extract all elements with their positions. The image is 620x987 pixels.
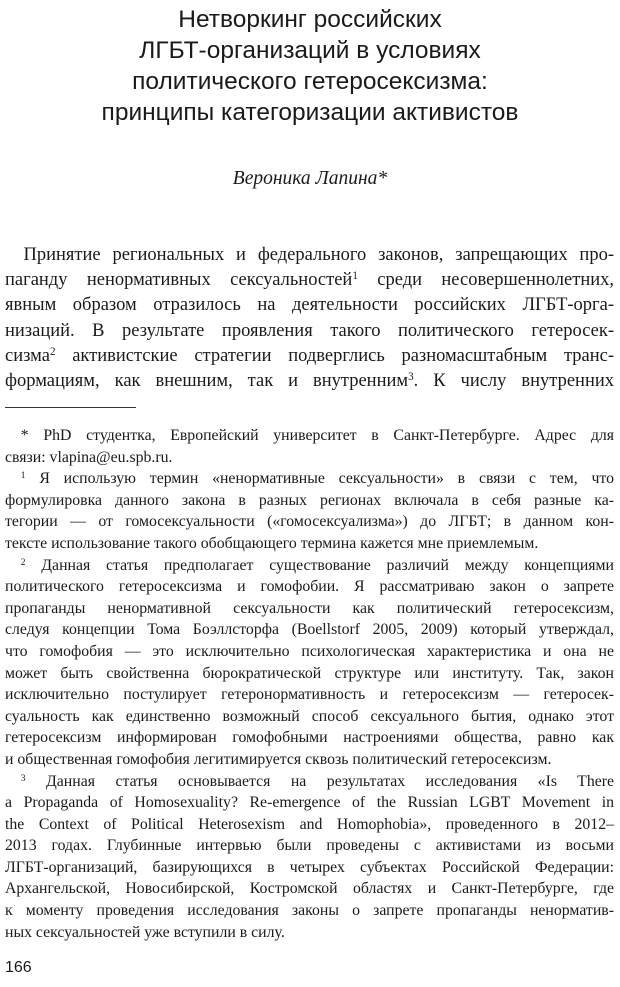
title-line: принципы категоризации активистов xyxy=(101,99,519,126)
footnote-2: $^2$ Данная статья предполагает существование различий между концепциями политического гетеросексизма и гомофобии. Я рассматриваю закон о запрете пропаганды ненормативной сексуальности как политический гетеросексизм, следуя концепции Тома Боэллсторфа (Boellstorf 2005, 2009) который утверждал, что гомофобия — это исключительно психологическая характеристика и она не может быть свойственна бюрократической структуре или институту. Так, закон исключительно постулирует гетеронормативность и гетеросексизм — гетеросек- суальность как единственно возможный способ сексуального бытия, однако этот гетеросексизм информирован гомофобными настроениями общества, равно как и общественная гомофобия легитимируется сквозь политический гетеросексизм. xyxy=(5,556,615,768)
body-line: явным образом отразилось на деятельности российских ЛГБТ-орга- xyxy=(5,295,614,316)
title-line: ЛГБТ-организаций в условиях xyxy=(139,37,481,64)
page-number: 166 xyxy=(5,959,32,976)
body-line: низаций. В результате проявления такого политического гетеросек- xyxy=(5,320,614,341)
footnote-ref: 1 xyxy=(352,270,358,283)
footnote-ref: 2 xyxy=(49,345,56,358)
article-title xyxy=(0,4,620,128)
footnote-marker: * xyxy=(20,427,29,444)
footnote-1: $^1$ Я использую термин «ненормативные сексуальности» в связи с тем, что формулировка данного закона в разных регионах включала в себя разные ка- тегории — от гомосексуальности («гомосексуализма») до ЛГБТ; в данном кон- тексте использование такого обобщающего термина кажется мне приемлемым. xyxy=(5,470,614,552)
footnotes xyxy=(5,425,614,943)
body-line: Принятие региональных и федерального законов, запрещающих про- xyxy=(23,245,614,265)
footnote-marker: 1 xyxy=(20,470,26,481)
footnote-divider xyxy=(5,407,136,408)
footnote-author: * PhD студентка, Европейский университет в Санкт-Петербурге. Адрес для связи: vlapina@eu.spb.ru. xyxy=(5,427,615,466)
title-line: политического гетеросексизма: xyxy=(132,68,488,95)
body-line: формациям, как внешним, так и внутренним$^3$. К числу внутренних xyxy=(5,370,614,392)
footnote-marker: 2 xyxy=(20,557,26,568)
footnote-3: $^3$ Данная статья основывается на результатах исследования «Is There a Propaganda of Homosexuality? Re-emergence of the Russian LGBT Movement in the Context of Political Heterosexism and Homophobia», проведенного в 2012– 2013 годах. Глубинные интервью были проведены с активистами из восьми ЛГБТ-организаций, базирующихся в четырех субъектах Российской Федерации: Архангельской, Новосибирской, Костромской областях и Санкт-Петербурге, где к моменту проведения исследования законы о запрете пропаганды ненорматив- ных сексуальностей уже вступили в силу. xyxy=(5,772,614,941)
body-line: сизма$^2$ активистские стратегии подверглись разномасштабным транс- xyxy=(5,345,614,366)
footnote-ref: 3 xyxy=(408,370,414,383)
footnote-marker: 3 xyxy=(20,773,26,784)
author-name: Вероника Лапина* xyxy=(232,168,388,189)
body-text xyxy=(5,243,614,394)
title-line: Нетворкинг российских xyxy=(178,6,442,33)
body-line: паганду ненормативных сексуальностей$^1$ среди несовершеннолетних, xyxy=(5,270,614,291)
